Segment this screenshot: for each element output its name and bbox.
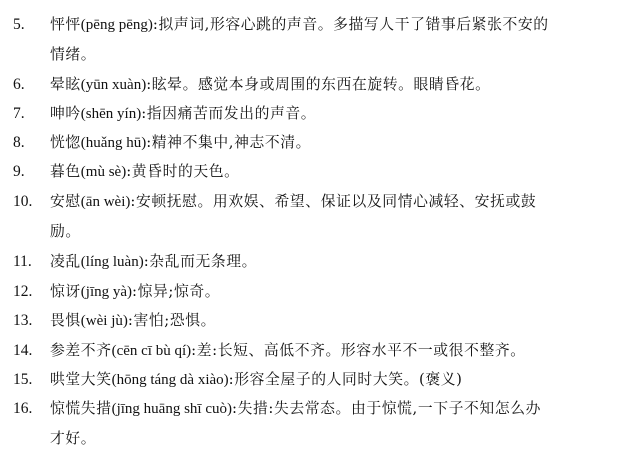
item-word: 呻吟 — [50, 105, 81, 122]
item-number: 16. — [13, 400, 33, 417]
item-pinyin: (líng luàn) — [80, 254, 144, 270]
item-body — [50, 336, 628, 366]
item-pinyin: (wèi jù) — [80, 313, 128, 329]
item-number: 5. — [13, 16, 25, 33]
item-word: 安慰 — [50, 193, 81, 210]
item-pinyin: (jīng huāng shī cuò) — [111, 401, 232, 417]
item-body — [50, 394, 628, 453]
item-word: 惊讶 — [50, 283, 81, 300]
item-body — [50, 306, 628, 336]
item-body — [50, 365, 628, 395]
item-word: 晕眩 — [50, 76, 81, 93]
item-continuation: 才好。 — [50, 430, 97, 447]
item-definition: :形容全屋子的人同时大笑。(褒义) — [228, 371, 463, 388]
item-pinyin: (mù sè) — [80, 164, 127, 180]
item-word: 暮色 — [50, 163, 81, 180]
item-word: 畏惧 — [50, 312, 81, 329]
item-pinyin: (jīng yà) — [80, 284, 133, 300]
item-definition: :惊异;惊奇。 — [132, 283, 221, 300]
item-number: 13. — [13, 312, 33, 329]
item-definition: :黄昏时的天色。 — [126, 163, 240, 180]
item-number: 15. — [13, 371, 33, 388]
item-word: 惊慌失措 — [50, 400, 112, 417]
item-number: 12. — [13, 283, 33, 300]
item-body — [50, 157, 628, 187]
item-number: 10. — [13, 193, 33, 210]
item-word: 哄堂大笑 — [50, 371, 112, 388]
item-body — [50, 128, 628, 158]
item-number: 6. — [13, 76, 25, 93]
item-definition: :指因痛苦而发出的声音。 — [141, 105, 317, 122]
item-body — [50, 187, 628, 246]
item-pinyin: (yūn xuàn) — [80, 77, 147, 93]
item-pinyin: (hōng táng dà xiào) — [111, 372, 229, 388]
item-body — [50, 277, 628, 307]
item-body — [50, 247, 628, 277]
item-body — [50, 70, 628, 100]
item-continuation: 情绪。 — [50, 46, 97, 63]
item-number: 9. — [13, 163, 25, 180]
item-pinyin: (pēng pēng) — [80, 17, 153, 33]
item-number: 8. — [13, 134, 25, 151]
item-word: 怦怦 — [50, 16, 81, 33]
item-body — [50, 10, 628, 69]
item-definition: :杂乱而无条理。 — [143, 253, 258, 270]
item-definition: :安顿抚慰。用欢娱、希望、保证以及同情心减轻、安抚或鼓 — [130, 193, 537, 210]
item-definition: :失措:失去常态。由于惊慌,一下子不知怎么办 — [232, 400, 542, 417]
item-pinyin: (ān wèi) — [80, 194, 131, 210]
item-definition: :眩晕。感觉本身或周围的东西在旋转。眼睛昏花。 — [146, 76, 491, 93]
item-definition: :拟声词,形容心跳的声音。多描写人干了错事后紧张不安的 — [152, 16, 549, 33]
item-word: 凌乱 — [50, 253, 81, 270]
item-pinyin: (huǎng hū) — [80, 135, 147, 151]
item-number: 14. — [13, 342, 33, 359]
item-word: 参差不齐 — [50, 342, 112, 359]
item-body — [50, 99, 628, 129]
item-pinyin: (cēn cī bù qí) — [111, 343, 192, 359]
item-number: 7. — [13, 105, 25, 122]
item-continuation: 励。 — [50, 223, 81, 240]
item-definition: :害怕;恐惧。 — [127, 312, 217, 329]
item-definition: :差:长短、高低不齐。形容水平不一或很不整齐。 — [191, 342, 526, 359]
item-word: 恍惚 — [50, 134, 81, 151]
item-number: 11. — [13, 253, 32, 270]
item-definition: :精神不集中,神志不清。 — [146, 134, 312, 151]
item-pinyin: (shēn yín) — [80, 106, 142, 122]
